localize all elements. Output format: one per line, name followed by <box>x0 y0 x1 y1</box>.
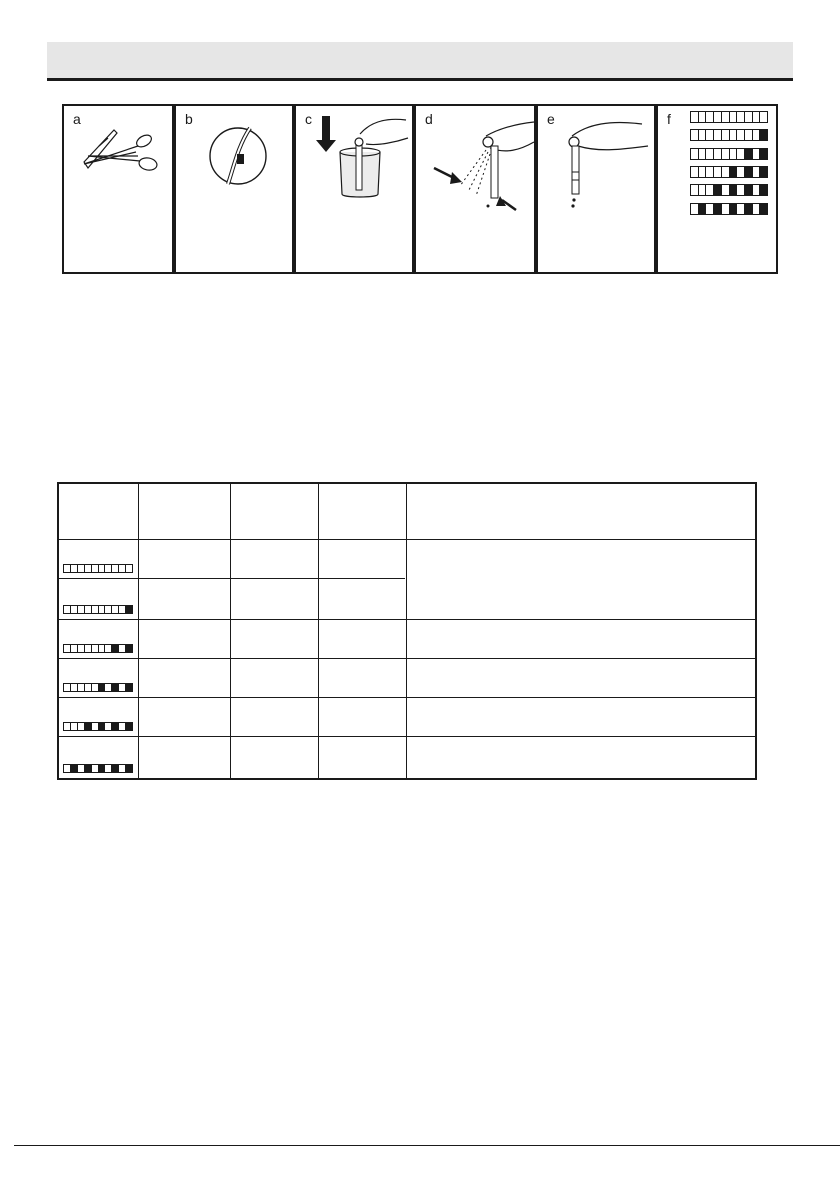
strip-field-filled <box>714 204 722 214</box>
strip-field-empty <box>92 684 99 691</box>
strip-field-empty <box>699 112 707 122</box>
footer-rule <box>14 1145 840 1146</box>
strip-field-empty <box>105 723 112 730</box>
strip-field-empty <box>85 565 92 572</box>
strip-field-empty <box>99 565 106 572</box>
strip-field-empty <box>753 204 761 214</box>
strip-field-empty <box>92 565 99 572</box>
panel-f <box>656 104 778 274</box>
strip-field-empty <box>753 167 761 177</box>
strip-field-filled <box>112 765 119 772</box>
strip-field-empty <box>714 130 722 140</box>
strip-field-empty <box>737 167 745 177</box>
strip-field-filled <box>745 185 753 195</box>
strip-field-empty <box>126 565 132 572</box>
hardness-scale-strip <box>63 683 133 692</box>
strip-field-empty <box>78 765 85 772</box>
strip-field-empty <box>105 684 112 691</box>
strip-field-empty <box>85 645 92 652</box>
strip-field-filled <box>714 185 722 195</box>
strip-field-filled <box>730 167 738 177</box>
strip-field-filled <box>760 149 767 159</box>
strip-field-empty <box>78 565 85 572</box>
panel-a <box>62 104 174 274</box>
strip-field-empty <box>105 765 112 772</box>
strip-field-empty <box>722 149 730 159</box>
table-row-divider <box>59 658 755 659</box>
strip-field-empty <box>119 606 126 613</box>
dip-strip-glass-icon <box>296 106 416 276</box>
strip-field-empty <box>730 149 738 159</box>
hardness-scale-strip <box>690 148 768 160</box>
strip-field-empty <box>105 645 112 652</box>
strip-field-empty <box>737 204 745 214</box>
table-column-divider <box>230 484 231 778</box>
strip-field-filled <box>85 723 92 730</box>
strip-field-filled <box>126 765 132 772</box>
panel-letter: c <box>305 111 312 127</box>
strip-field-empty <box>706 112 714 122</box>
strip-field-empty <box>753 112 761 122</box>
panel-letter: f <box>667 111 671 127</box>
panel-letter: a <box>73 111 81 127</box>
strip-field-empty <box>112 565 119 572</box>
table-row-divider <box>59 736 755 737</box>
strip-field-empty <box>64 684 71 691</box>
strip-field-empty <box>745 112 753 122</box>
strip-field-filled <box>760 204 767 214</box>
scissors-icon <box>64 106 176 276</box>
strip-field-filled <box>760 130 767 140</box>
strip-field-empty <box>714 112 722 122</box>
strip-field-filled <box>112 645 119 652</box>
strip-field-empty <box>730 112 738 122</box>
strip-field-empty <box>78 723 85 730</box>
hardness-scale-strip <box>63 605 133 614</box>
strip-field-empty <box>753 149 761 159</box>
strip-field-filled <box>126 684 132 691</box>
strip-field-empty <box>71 606 78 613</box>
strip-field-empty <box>78 684 85 691</box>
strip-field-empty <box>760 112 767 122</box>
strip-field-empty <box>722 130 730 140</box>
strip-field-empty <box>753 185 761 195</box>
strip-field-filled <box>699 204 707 214</box>
strip-field-empty <box>737 112 745 122</box>
strip-field-empty <box>730 130 738 140</box>
strip-field-empty <box>105 606 112 613</box>
strip-field-empty <box>691 112 699 122</box>
strip-field-empty <box>92 765 99 772</box>
strip-field-empty <box>78 606 85 613</box>
strip-field-filled <box>126 645 132 652</box>
strip-field-filled <box>85 765 92 772</box>
hardness-scale-strip <box>690 111 768 123</box>
strip-field-empty <box>737 130 745 140</box>
panel-d <box>414 104 536 274</box>
strip-field-empty <box>92 723 99 730</box>
strip-field-empty <box>64 645 71 652</box>
strip-field-empty <box>71 723 78 730</box>
strip-field-empty <box>699 149 707 159</box>
table-row-divider <box>59 578 405 579</box>
strip-field-empty <box>753 130 761 140</box>
strip-field-empty <box>691 204 699 214</box>
hardness-scale-strip <box>63 564 133 573</box>
strip-field-filled <box>760 185 767 195</box>
strip-field-filled <box>745 204 753 214</box>
table-column-divider <box>138 484 139 778</box>
panel-c <box>294 104 414 274</box>
strip-field-empty <box>119 684 126 691</box>
strip-field-filled <box>126 606 132 613</box>
strip-field-empty <box>92 645 99 652</box>
magnifier-strip-icon <box>176 106 296 276</box>
test-strip-instruction-panels <box>62 104 778 276</box>
strip-field-empty <box>64 565 71 572</box>
hardness-scale-strip <box>690 166 768 178</box>
table-row-divider <box>59 697 755 698</box>
strip-field-empty <box>64 765 71 772</box>
section-header-bar <box>47 42 793 81</box>
strip-field-empty <box>714 149 722 159</box>
strip-field-filled <box>112 723 119 730</box>
strip-field-empty <box>722 204 730 214</box>
strip-field-empty <box>691 130 699 140</box>
strip-field-empty <box>706 185 714 195</box>
panel-letter: e <box>547 111 555 127</box>
strip-field-filled <box>99 684 106 691</box>
strip-field-empty <box>737 185 745 195</box>
strip-field-empty <box>64 723 71 730</box>
strip-field-filled <box>730 204 738 214</box>
strip-field-filled <box>112 684 119 691</box>
strip-field-empty <box>722 167 730 177</box>
hardness-scale-strip <box>63 644 133 653</box>
strip-field-empty <box>71 684 78 691</box>
table-column-divider <box>318 484 319 778</box>
table-row-divider <box>59 539 755 540</box>
hardness-scale-strip <box>63 764 133 773</box>
strip-field-empty <box>699 167 707 177</box>
strip-field-empty <box>119 723 126 730</box>
table-column-divider <box>406 484 407 778</box>
strip-field-empty <box>71 645 78 652</box>
water-hardness-table <box>57 482 757 780</box>
panel-letter: d <box>425 111 433 127</box>
strip-field-empty <box>64 606 71 613</box>
strip-field-empty <box>105 565 112 572</box>
strip-field-filled <box>99 765 106 772</box>
strip-field-empty <box>119 565 126 572</box>
strip-field-empty <box>706 167 714 177</box>
strip-field-empty <box>119 765 126 772</box>
strip-field-filled <box>730 185 738 195</box>
strip-field-empty <box>71 565 78 572</box>
panel-e <box>536 104 656 274</box>
strip-field-empty <box>706 130 714 140</box>
strip-field-empty <box>112 606 119 613</box>
strip-field-empty <box>85 606 92 613</box>
strip-field-empty <box>706 149 714 159</box>
strip-field-filled <box>745 167 753 177</box>
strip-field-filled <box>760 167 767 177</box>
strip-field-empty <box>699 130 707 140</box>
strip-field-empty <box>119 645 126 652</box>
strip-field-filled <box>71 765 78 772</box>
strip-field-filled <box>745 149 753 159</box>
strip-field-filled <box>99 723 106 730</box>
strip-field-filled <box>126 723 132 730</box>
strip-field-empty <box>722 112 730 122</box>
strip-field-empty <box>691 185 699 195</box>
hold-strip-icon <box>538 106 658 276</box>
strip-field-empty <box>714 167 722 177</box>
panel-letter: b <box>185 111 193 127</box>
strip-field-empty <box>699 185 707 195</box>
strip-field-empty <box>92 606 99 613</box>
hardness-scale-strip <box>690 203 768 215</box>
strip-field-empty <box>706 204 714 214</box>
strip-field-empty <box>691 167 699 177</box>
strip-field-empty <box>722 185 730 195</box>
hardness-scale-strip <box>690 184 768 196</box>
hardness-scale-strip <box>690 129 768 141</box>
shake-strip-icon <box>416 106 538 276</box>
table-row-divider <box>59 619 755 620</box>
strip-field-empty <box>85 684 92 691</box>
strip-field-empty <box>745 130 753 140</box>
strip-field-empty <box>99 645 106 652</box>
strip-field-empty <box>78 645 85 652</box>
panel-b <box>174 104 294 274</box>
strip-field-empty <box>737 149 745 159</box>
strip-field-empty <box>99 606 106 613</box>
hardness-scale-strip <box>63 722 133 731</box>
strip-field-empty <box>691 149 699 159</box>
